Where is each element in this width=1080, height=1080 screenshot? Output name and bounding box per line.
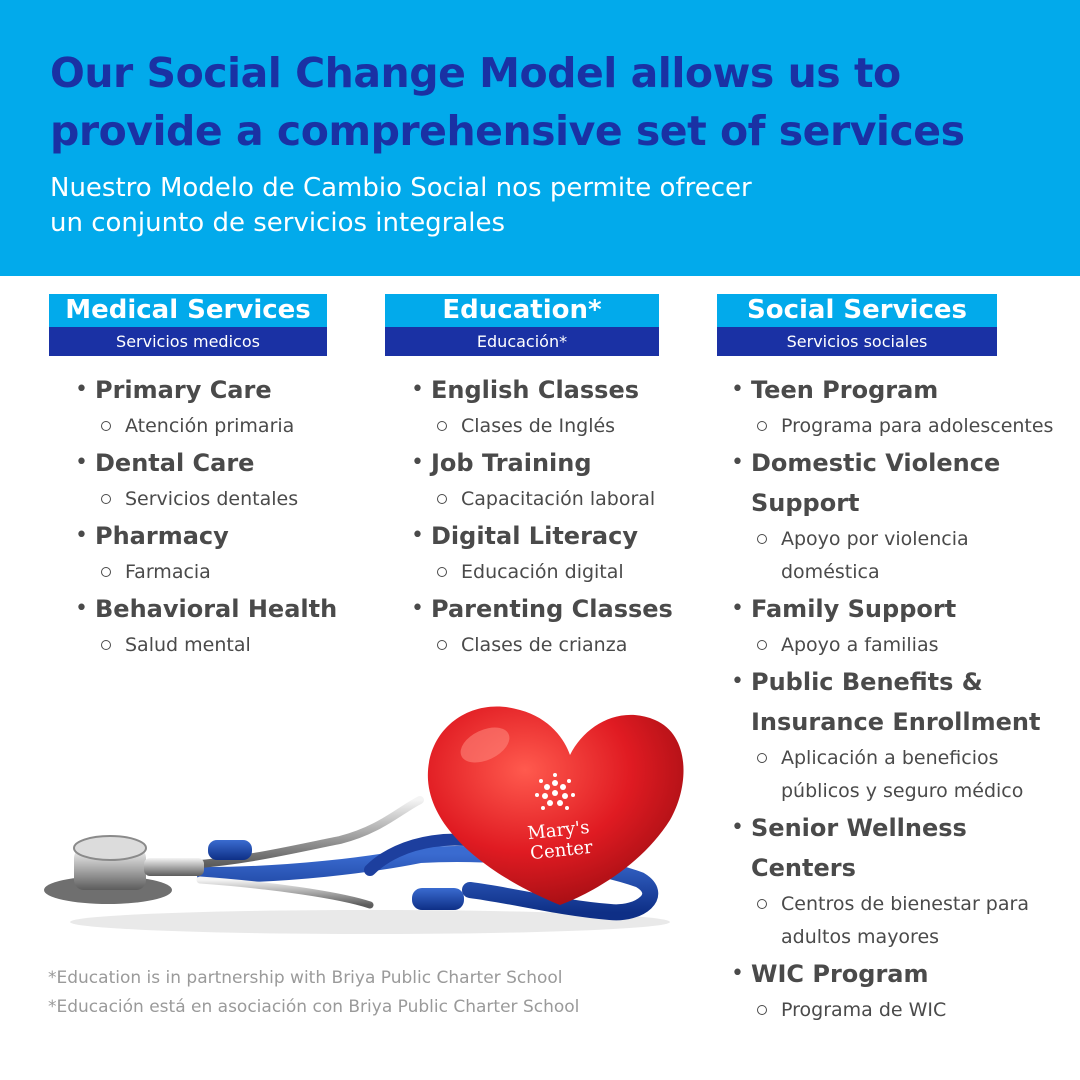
service-label: Family Support — [751, 595, 957, 623]
sub-bullet-icon — [101, 494, 111, 504]
service-label: Senior Wellness — [751, 814, 967, 842]
service-translation: Centros de bienestar para adultos mayores — [751, 888, 1077, 954]
service-label: Parenting Classes — [431, 595, 673, 623]
service-label: Behavioral Health — [95, 595, 338, 623]
column-subtitle: Servicios medicos — [49, 327, 327, 356]
sub-bullet-icon — [757, 640, 767, 650]
footnote — [48, 964, 688, 1022]
list-item — [49, 516, 369, 589]
column-title: Education* — [385, 294, 659, 327]
bullet-icon: • — [731, 669, 744, 694]
service-translation: Clases de crianza — [431, 629, 705, 662]
service-translation: Programa para adolescentes — [751, 410, 1077, 443]
bullet-icon: • — [411, 523, 424, 548]
list-item — [49, 443, 369, 516]
sub-bullet-icon — [437, 567, 447, 577]
sub-bullet-icon — [101, 567, 111, 577]
sub-bullet-icon — [101, 421, 111, 431]
service-translation: Farmacia — [95, 556, 369, 589]
bullet-icon: • — [75, 596, 88, 621]
service-translation: Educación digital — [431, 556, 705, 589]
logo-text: Center — [529, 836, 594, 865]
sub-bullet-icon — [757, 1005, 767, 1015]
service-translation: Apoyo a familias — [751, 629, 1077, 662]
ear-tip — [208, 840, 252, 860]
service-translation: Aplicación a beneficios públicos y seguro médico — [751, 742, 1077, 808]
column-header-social — [717, 294, 997, 356]
page-title — [50, 44, 1060, 160]
service-label: English Classes — [431, 376, 640, 404]
bullet-icon: • — [731, 450, 744, 475]
social-services-list — [705, 370, 1077, 1027]
ear-tip — [412, 888, 464, 910]
heart-stethoscope-illustration — [40, 690, 690, 940]
column-header-medical — [49, 294, 327, 356]
list-item — [385, 589, 705, 662]
service-label: Domestic Violence — [751, 449, 1001, 477]
list-item — [705, 808, 1077, 954]
bullet-icon: • — [731, 961, 744, 986]
service-label: Centers — [751, 854, 856, 882]
chest-piece-stem — [144, 858, 204, 876]
list-item — [385, 370, 705, 443]
footnote-line: *Educación está en asociación con Briya Public Charter School — [48, 997, 580, 1017]
service-translation: Salud mental — [95, 629, 369, 662]
service-label: Public Benefits & — [751, 668, 983, 696]
list-item — [49, 370, 369, 443]
service-translation: Apoyo por violencia doméstica — [751, 523, 1077, 589]
medical-services-list — [49, 370, 369, 662]
bullet-icon: • — [75, 377, 88, 402]
service-label: Dental Care — [95, 449, 255, 477]
bullet-icon: • — [731, 596, 744, 621]
list-item — [385, 443, 705, 516]
column-subtitle: Educación* — [385, 327, 659, 356]
bullet-icon: • — [731, 815, 744, 840]
page-subtitle — [50, 171, 1050, 241]
service-label: Primary Care — [95, 376, 272, 404]
service-label: Insurance Enrollment — [751, 708, 1041, 736]
footnote-line: *Education is in partnership with Briya Public Charter School — [48, 968, 563, 988]
page-title-line: provide a comprehensive set of services — [50, 107, 965, 155]
service-label: WIC Program — [751, 960, 929, 988]
list-item — [705, 370, 1077, 443]
list-item — [705, 443, 1077, 589]
service-translation: Clases de Inglés — [431, 410, 705, 443]
column-title: Medical Services — [49, 294, 327, 327]
service-label: Digital Literacy — [431, 522, 638, 550]
metal-tube — [200, 880, 370, 905]
sub-bullet-icon — [757, 421, 767, 431]
service-label: Teen Program — [751, 376, 939, 404]
page-subtitle-line: Nuestro Modelo de Cambio Social nos permite ofrecer — [50, 173, 752, 203]
bullet-icon: • — [411, 596, 424, 621]
bullet-icon: • — [411, 377, 424, 402]
chest-piece-top — [74, 836, 146, 860]
column-header-education — [385, 294, 659, 356]
list-item — [705, 662, 1077, 808]
sub-bullet-icon — [437, 494, 447, 504]
list-item — [705, 589, 1077, 662]
service-translation: Capacitación laboral — [431, 483, 705, 516]
service-label: Support — [751, 489, 860, 517]
service-translation: Servicios dentales — [95, 483, 369, 516]
bullet-icon: • — [731, 377, 744, 402]
list-item — [705, 954, 1077, 1027]
service-translation: Atención primaria — [95, 410, 369, 443]
list-item — [385, 516, 705, 589]
page-title-line: Our Social Change Model allows us to — [50, 49, 901, 97]
service-label: Job Training — [431, 449, 592, 477]
list-item — [49, 589, 369, 662]
sub-bullet-icon — [757, 899, 767, 909]
sub-bullet-icon — [757, 753, 767, 763]
sub-bullet-icon — [757, 534, 767, 544]
page-subtitle-line: un conjunto de servicios integrales — [50, 208, 506, 238]
sub-bullet-icon — [437, 640, 447, 650]
service-translation: Programa de WIC — [751, 994, 1077, 1027]
bullet-icon: • — [75, 450, 88, 475]
sub-bullet-icon — [101, 640, 111, 650]
logo-text: Mary's — [526, 816, 591, 845]
column-subtitle: Servicios sociales — [717, 327, 997, 356]
bullet-icon: • — [75, 523, 88, 548]
service-label: Pharmacy — [95, 522, 229, 550]
sub-bullet-icon — [437, 421, 447, 431]
bullet-icon: • — [411, 450, 424, 475]
education-list — [385, 370, 705, 662]
column-title: Social Services — [717, 294, 997, 327]
